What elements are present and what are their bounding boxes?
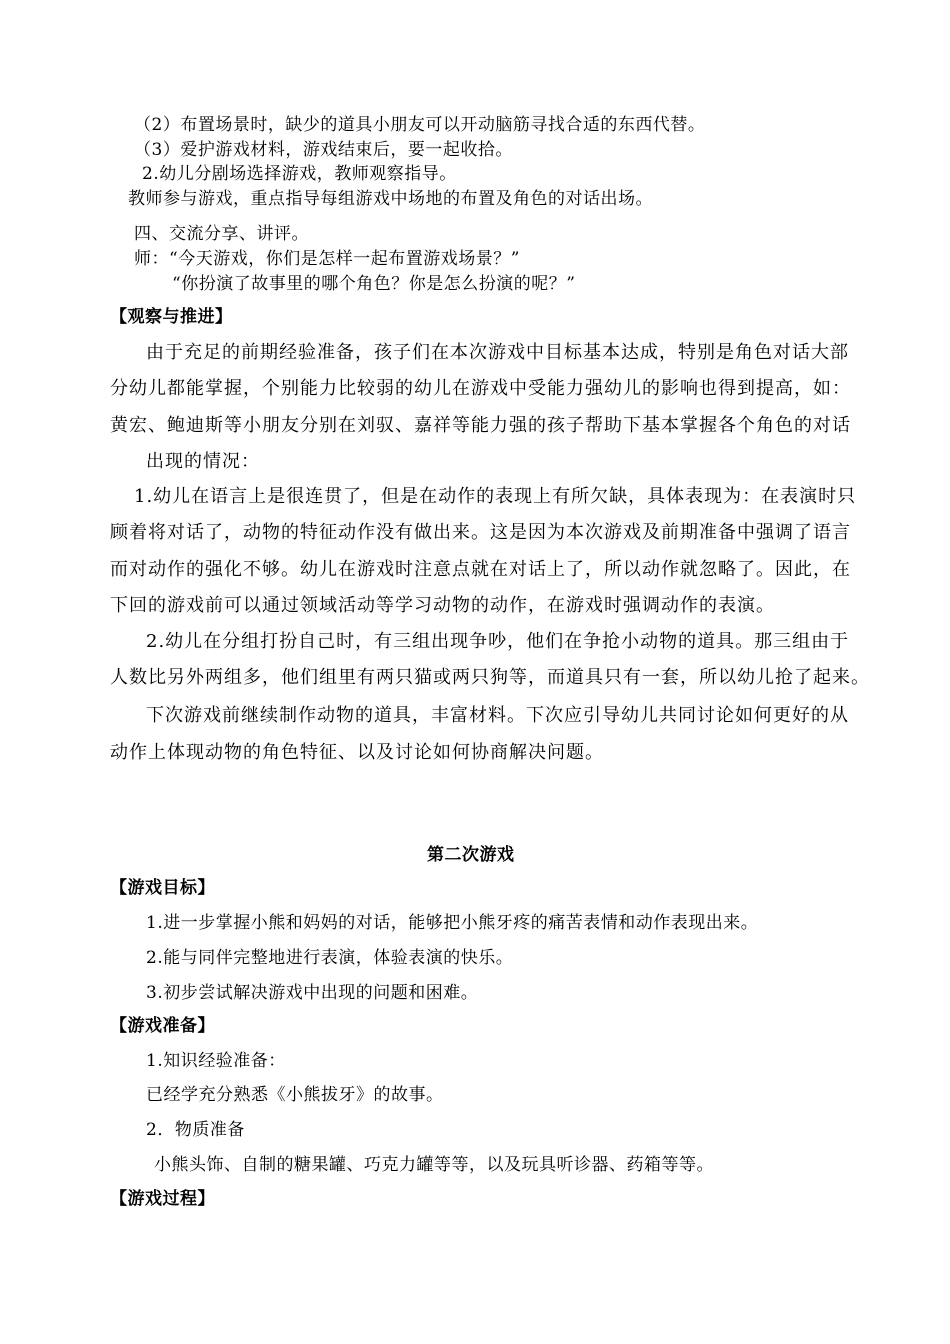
paragraph-line: 分幼儿都能掌握，个别能力比较弱的幼儿在游戏中受能力强幼儿的影响也得到提高，如： xyxy=(110,378,851,399)
section-heading-process: 【游戏过程】 xyxy=(110,1189,215,1209)
paragraph-line: 黄宏、鲍迪斯等小朋友分别在刘驭、嘉祥等能力强的孩子帮助下基本掌握各个角色的对话 xyxy=(110,415,851,436)
text-line: （3）爱护游戏材料，游戏结束后，要一起收拾。 xyxy=(134,140,513,160)
text-line: 四、交流分享、讲评。 xyxy=(134,224,309,244)
section-heading-prep: 【游戏准备】 xyxy=(110,1016,215,1036)
text-line: （2）布置场景时，缺少的道具小朋友可以开动脑筋寻找合适的东西代替。 xyxy=(134,115,706,135)
section-title-second-game: 第二次游戏 xyxy=(427,845,515,865)
prep-item: 2．物质准备 xyxy=(146,1120,245,1140)
paragraph-line: 而对动作的强化不够。幼儿在游戏时注意点就在对话上了，所以动作就忽略了。因此，在 xyxy=(110,559,851,580)
paragraph-line: 动作上体现动物的角色特征、以及讨论如何协商解决问题。 xyxy=(110,742,604,763)
paragraph-line: 人数比另外两组多，他们组里有两只猫或两只狗等，而道具只有一套，所以幼儿抢了起来。 xyxy=(110,667,870,688)
prep-item: 小熊头饰、自制的糖果罐、巧克力罐等等，以及玩具听诊器、药箱等等。 xyxy=(154,1155,714,1175)
section-heading-observation: 【观察与推进】 xyxy=(110,307,233,327)
section-heading-goals: 【游戏目标】 xyxy=(110,878,215,898)
prep-item: 已经学充分熟悉《小熊拔牙》的故事。 xyxy=(146,1085,444,1105)
paragraph-line: 下回的游戏前可以通过领域活动等学习动物的动作，在游戏时强调动作的表演。 xyxy=(110,595,775,616)
text-line: “你扮演了故事里的哪个角色？你是怎么扮演的呢？” xyxy=(172,274,576,294)
goal-item: 2.能与同伴完整地进行表演，体验表演的快乐。 xyxy=(146,948,514,968)
goal-item: 1.进一步掌握小熊和妈妈的对话，能够把小熊牙疼的痛苦表情和动作表现出来。 xyxy=(146,913,759,933)
paragraph-line: 1.幼儿在语言上是很连贯了，但是在动作的表现上有所欠缺，具体表现为：在表演时只 xyxy=(134,486,857,507)
prep-item: 1.知识经验准备： xyxy=(146,1051,286,1071)
paragraph-line: 2.幼儿在分组打扮自己时，有三组出现争吵，他们在争抢小动物的道具。那三组由于 xyxy=(146,631,850,652)
paragraph-line: 下次游戏前继续制作动物的道具，丰富材料。下次应引导幼儿共同讨论如何更好的从 xyxy=(146,705,849,726)
text-line: 师：“今天游戏，你们是怎样一起布置游戏场景？” xyxy=(134,249,520,269)
paragraph-line: 由于充足的前期经验准备，孩子们在本次游戏中目标基本达成，特别是角色对话大部 xyxy=(146,342,849,363)
text-line: 教师参与游戏，重点指导每组游戏中场地的布置及角色的对话出场。 xyxy=(128,189,653,209)
goal-item: 3.初步尝试解决游戏中出现的问题和困难。 xyxy=(146,983,479,1003)
text-line: 2.幼儿分剧场选择游戏，教师观察指导。 xyxy=(142,164,457,184)
paragraph-line: 出现的情况： xyxy=(146,451,260,472)
paragraph-line: 顾着将对话了，动物的特征动作没有做出来。这是因为本次游戏及前期准备中强调了语言 xyxy=(110,522,851,543)
